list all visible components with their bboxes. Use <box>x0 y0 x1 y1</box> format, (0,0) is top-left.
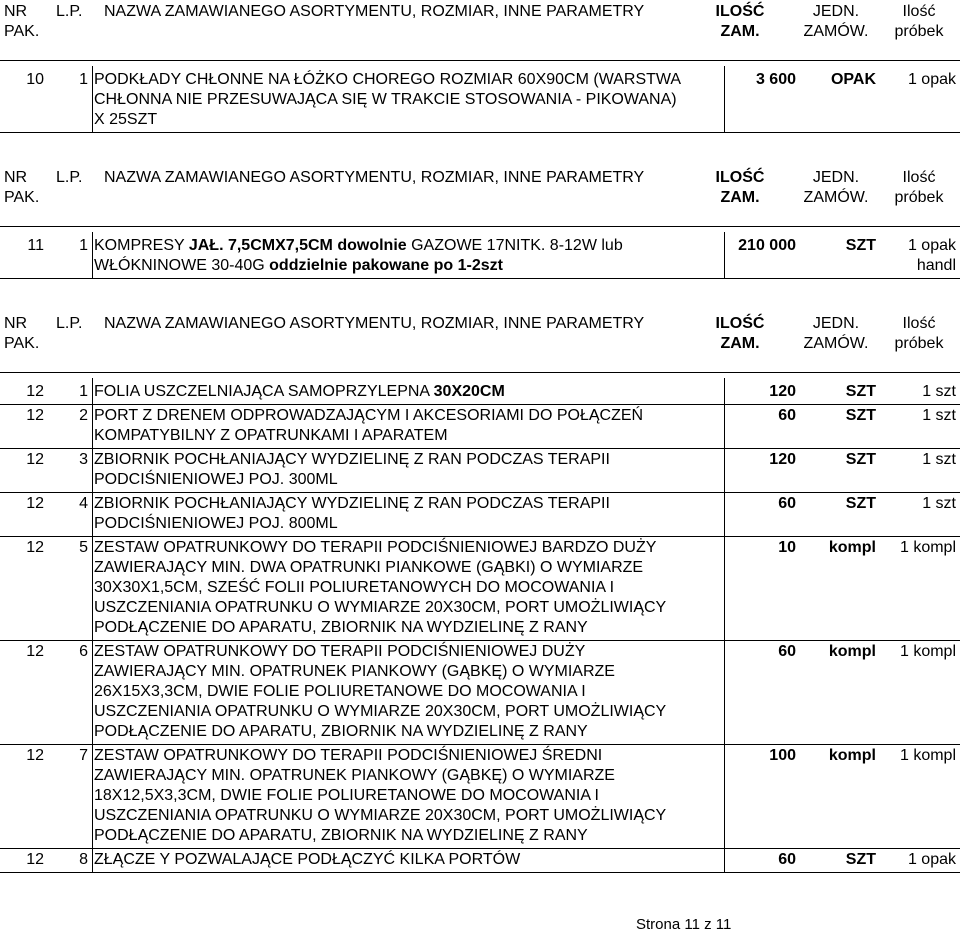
description-segment: 26X15X3,3CM, DWIE FOLIE POLIURETANOWE DO MOCOWANIA I <box>94 683 586 700</box>
row-divider <box>0 132 960 133</box>
header-qty: ILOŚĆ <box>715 169 765 186</box>
row-samples: 1 opak <box>907 71 956 88</box>
row-unit: SZT <box>845 851 876 868</box>
row-divider <box>0 278 960 279</box>
header-unit-order: ZAMÓW. <box>803 335 869 352</box>
description-segment: CHŁONNA NIE PRZESUWAJĄCA SIĘ W TRAKCIE STOSOWANIA - PIKOWANA) <box>94 91 677 108</box>
header-samples-label: próbek <box>894 189 944 206</box>
description-segment: FOLIA USZCZELNIAJĄCA SAMOPRZYLEPNA <box>94 383 434 400</box>
description-line <box>94 722 666 742</box>
description-line <box>94 236 623 256</box>
row-nr: 12 <box>26 407 44 424</box>
header-lp: L.P. <box>56 315 83 332</box>
description-segment: GAZOWE 17NITK. 8-12W lub <box>411 237 623 254</box>
row-lp: 7 <box>79 747 88 764</box>
row-description <box>94 236 623 276</box>
row-quantity: 3 600 <box>755 71 796 88</box>
row-samples: 1 szt <box>922 407 956 424</box>
description-segment: PODCIŚNIENIOWEJ POJ. 300ML <box>94 471 338 488</box>
description-segment: X 25SZT <box>94 111 158 128</box>
row-nr: 12 <box>26 383 44 400</box>
header-unit: JEDN. <box>812 315 860 332</box>
column-divider <box>724 232 725 278</box>
description-segment: PODCIŚNIENIOWEJ POJ. 800ML <box>94 515 338 532</box>
header-nr: NR <box>4 169 28 186</box>
row-nr: 12 <box>26 747 44 764</box>
header-pak: PAK. <box>4 23 40 40</box>
description-line <box>94 598 666 618</box>
description-segment: USZCZENIANIA OPATRUNKU O WYMIARZE 20X30CM, PORT UMOŻLIWIĄCY <box>94 703 667 720</box>
description-segment: 30X20CM <box>433 383 505 400</box>
row-nr: 12 <box>26 851 44 868</box>
description-segment: PODKŁADY CHŁONNE NA ŁÓŻKO CHOREGO ROZMIAR 60X90CM (WARSTWA <box>94 71 682 88</box>
description-line <box>94 682 666 702</box>
header-lp: L.P. <box>56 3 83 20</box>
description-segment: ZŁĄCZE Y POZWALAJĄCE PODŁĄCZYĆ KILKA PORTÓW <box>94 851 521 868</box>
header-samples: Ilość <box>902 3 936 20</box>
description-line <box>94 766 666 786</box>
row-lp: 1 <box>79 71 88 88</box>
row-quantity: 120 <box>769 451 796 468</box>
header-name: NAZWA ZAMAWIANEGO ASORTYMENTU, ROZMIAR, INNE PARAMETRY <box>104 3 645 20</box>
row-lp: 4 <box>79 495 88 512</box>
header-nr: NR <box>4 315 28 332</box>
row-quantity: 100 <box>769 747 796 764</box>
description-line <box>94 702 666 722</box>
header-unit: JEDN. <box>812 169 860 186</box>
row-nr: 12 <box>26 451 44 468</box>
row-description <box>94 382 505 402</box>
description-segment: KOMPATYBILNY Z OPATRUNKAMI I APARATEM <box>94 427 448 444</box>
column-divider <box>724 66 725 132</box>
header-qty-unit: ZAM. <box>720 335 760 352</box>
description-line <box>94 494 610 514</box>
row-divider <box>0 448 960 449</box>
row-lp: 1 <box>79 383 88 400</box>
row-divider <box>0 492 960 493</box>
description-line <box>94 70 681 90</box>
row-quantity: 210 000 <box>738 237 796 254</box>
description-line <box>94 470 610 490</box>
row-samples: handl <box>916 257 956 274</box>
header-samples-label: próbek <box>894 23 944 40</box>
description-line <box>94 558 666 578</box>
column-divider <box>92 66 93 132</box>
row-divider <box>0 744 960 745</box>
header-samples: Ilość <box>902 169 936 186</box>
row-samples: 1 kompl <box>899 539 956 556</box>
page-number: Strona 11 z 11 <box>636 916 732 933</box>
description-line <box>94 382 505 402</box>
row-lp: 1 <box>79 237 88 254</box>
row-description <box>94 494 610 534</box>
row-samples: 1 opak <box>907 851 956 868</box>
row-quantity: 120 <box>769 383 796 400</box>
header-qty-unit: ZAM. <box>720 189 760 206</box>
row-description <box>94 746 666 846</box>
row-samples: 1 kompl <box>899 747 956 764</box>
description-segment: PODŁĄCZENIE DO APARATU, ZBIORNIK NA WYDZIELINĘ Z RANY <box>94 619 588 636</box>
row-divider <box>0 848 960 849</box>
header-name: NAZWA ZAMAWIANEGO ASORTYMENTU, ROZMIAR, INNE PARAMETRY <box>104 169 645 186</box>
column-divider <box>92 232 93 278</box>
header-samples-label: próbek <box>894 335 944 352</box>
row-divider <box>0 872 960 873</box>
description-segment: ZESTAW OPATRUNKOWY DO TERAPII PODCIŚNIENIOWEJ BARDZO DUŻY <box>94 539 657 556</box>
description-line <box>94 850 520 870</box>
description-line <box>94 450 610 470</box>
row-unit: SZT <box>845 237 876 254</box>
row-unit: kompl <box>828 643 876 660</box>
row-unit: SZT <box>845 407 876 424</box>
description-line <box>94 110 681 130</box>
row-nr: 12 <box>26 495 44 512</box>
row-unit: SZT <box>845 451 876 468</box>
header-lp: L.P. <box>56 169 83 186</box>
row-divider <box>0 404 960 405</box>
row-unit: SZT <box>845 383 876 400</box>
description-segment: 30X30X1,5CM, SZEŚĆ FOLII POLIURETANOWYCH DO MOCOWANIA I <box>94 579 615 596</box>
row-quantity: 60 <box>778 495 796 512</box>
description-segment: PODŁĄCZENIE DO APARATU, ZBIORNIK NA WYDZIELINĘ Z RANY <box>94 827 588 844</box>
description-line <box>94 786 666 806</box>
header-divider <box>0 60 960 61</box>
header-nr: NR <box>4 3 28 20</box>
description-segment: ZBIORNIK POCHŁANIAJĄCY WYDZIELINĘ Z RAN PODCZAS TERAPII <box>94 495 610 512</box>
row-divider <box>0 536 960 537</box>
row-unit: kompl <box>828 539 876 556</box>
description-segment: WŁÓKNINOWE 30-40G <box>94 257 270 274</box>
description-line <box>94 826 666 846</box>
description-segment: ZAWIERAJĄCY MIN. OPATRUNEK PIANKOWY (GĄBKĘ) O WYMIARZE <box>94 663 615 680</box>
description-segment: JAŁ. 7,5CMX7,5CM dowolnie <box>188 237 412 254</box>
row-nr: 12 <box>26 643 44 660</box>
row-samples: 1 szt <box>922 451 956 468</box>
description-segment: ZAWIERAJĄCY MIN. OPATRUNEK PIANKOWY (GĄBKĘ) O WYMIARZE <box>94 767 615 784</box>
row-samples: 1 szt <box>922 495 956 512</box>
description-line <box>94 406 643 426</box>
row-lp: 2 <box>79 407 88 424</box>
header-samples: Ilość <box>902 315 936 332</box>
row-lp: 6 <box>79 643 88 660</box>
description-line <box>94 256 623 276</box>
header-qty: ILOŚĆ <box>715 315 765 332</box>
header-divider <box>0 372 960 373</box>
description-line <box>94 578 666 598</box>
description-line <box>94 806 666 826</box>
row-samples: 1 opak <box>907 237 956 254</box>
description-line <box>94 538 666 558</box>
row-description <box>94 450 610 490</box>
row-nr: 12 <box>26 539 44 556</box>
row-lp: 8 <box>79 851 88 868</box>
description-line <box>94 746 666 766</box>
description-line <box>94 426 643 446</box>
header-unit: JEDN. <box>812 3 860 20</box>
row-lp: 5 <box>79 539 88 556</box>
row-quantity: 60 <box>778 407 796 424</box>
row-nr: 10 <box>26 71 44 88</box>
row-unit: SZT <box>845 495 876 512</box>
description-segment: ZBIORNIK POCHŁANIAJĄCY WYDZIELINĘ Z RAN PODCZAS TERAPII <box>94 451 610 468</box>
row-quantity: 60 <box>778 851 796 868</box>
description-segment: oddzielnie pakowane po 1-2szt <box>269 257 503 274</box>
row-description <box>94 642 666 742</box>
header-qty-unit: ZAM. <box>720 23 760 40</box>
header-name: NAZWA ZAMAWIANEGO ASORTYMENTU, ROZMIAR, INNE PARAMETRY <box>104 315 645 332</box>
row-quantity: 60 <box>778 643 796 660</box>
header-divider <box>0 226 960 227</box>
description-line <box>94 514 610 534</box>
column-divider <box>724 378 725 872</box>
header-pak: PAK. <box>4 189 40 206</box>
row-samples: 1 kompl <box>899 643 956 660</box>
description-segment: PODŁĄCZENIE DO APARATU, ZBIORNIK NA WYDZIELINĘ Z RANY <box>94 723 588 740</box>
description-segment: 18X12,5X3,3CM, DWIE FOLIE POLIURETANOWE DO MOCOWANIA I <box>94 787 599 804</box>
description-segment: ZAWIERAJĄCY MIN. DWA OPATRUNKI PIANKOWE (GĄBKI) O WYMIARZE <box>94 559 644 576</box>
header-unit-order: ZAMÓW. <box>803 189 869 206</box>
description-line <box>94 642 666 662</box>
row-quantity: 10 <box>778 539 796 556</box>
row-description <box>94 406 643 446</box>
row-divider <box>0 640 960 641</box>
description-line <box>94 90 681 110</box>
description-segment: KOMPRESY <box>94 237 189 254</box>
description-segment: PORT Z DRENEM ODPROWADZAJĄCYM I AKCESORIAMI DO POŁĄCZEŃ <box>94 407 644 424</box>
header-unit-order: ZAMÓW. <box>803 23 869 40</box>
column-divider <box>92 378 93 872</box>
row-description <box>94 850 520 870</box>
row-description <box>94 538 666 638</box>
description-segment: ZESTAW OPATRUNKOWY DO TERAPII PODCIŚNIENIOWEJ DUŻY <box>94 643 586 660</box>
description-line <box>94 618 666 638</box>
description-segment: USZCZENIANIA OPATRUNKU O WYMIARZE 20X30CM, PORT UMOŻLIWIĄCY <box>94 599 667 616</box>
header-pak: PAK. <box>4 335 40 352</box>
description-segment: USZCZENIANIA OPATRUNKU O WYMIARZE 20X30CM, PORT UMOŻLIWIĄCY <box>94 807 667 824</box>
row-unit: OPAK <box>830 71 876 88</box>
row-unit: kompl <box>828 747 876 764</box>
row-nr: 11 <box>27 237 44 254</box>
row-description <box>94 70 681 130</box>
header-qty: ILOŚĆ <box>715 3 765 20</box>
row-samples: 1 szt <box>922 383 956 400</box>
description-segment: ZESTAW OPATRUNKOWY DO TERAPII PODCIŚNIENIOWEJ ŚREDNI <box>94 747 603 764</box>
row-lp: 3 <box>79 451 88 468</box>
description-line <box>94 662 666 682</box>
